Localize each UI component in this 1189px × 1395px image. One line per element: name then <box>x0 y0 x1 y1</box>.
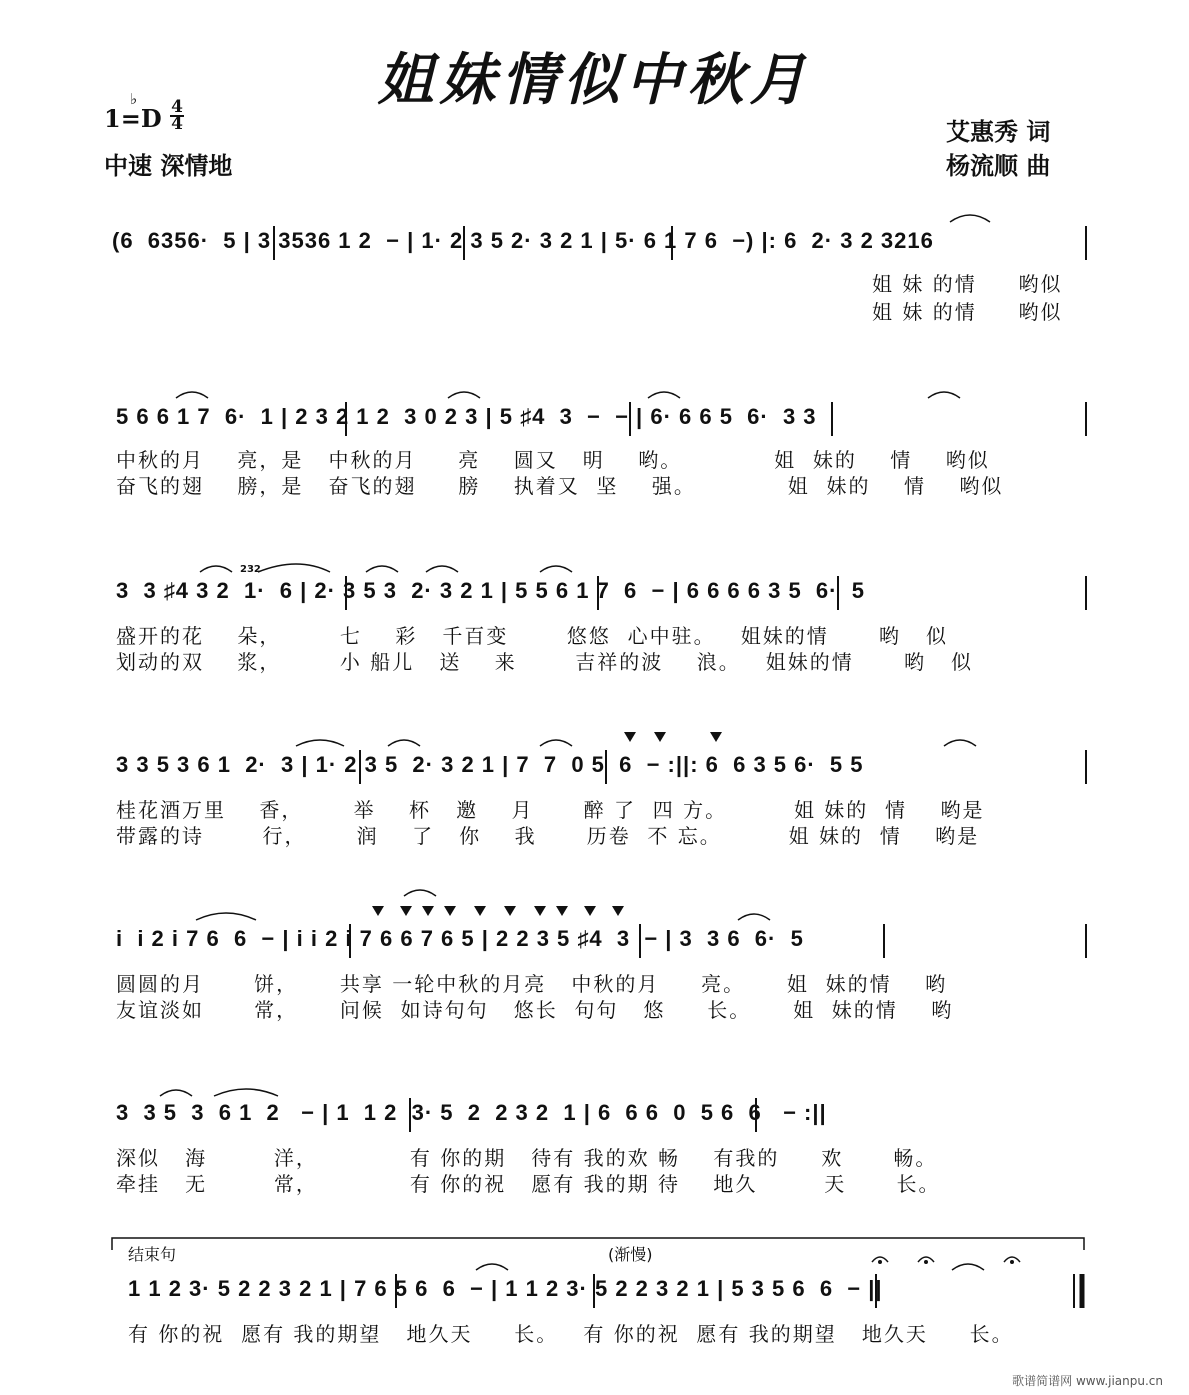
slurs <box>160 215 990 1270</box>
notes-line-4: 3 3 5 3 6 1 2· 3 | 1· 2 3 5 2· 3 2 1 | 7 7 0 5 6 − :||: 6 6 3 5 6· 5 5 <box>116 752 864 777</box>
accent-marks <box>372 732 722 916</box>
lyric-5-verse-1: 圆圆的月 饼， 共享 一轮中秋的月亮 中秋的月 亮。 姐 妹的情 哟 <box>116 972 948 996</box>
tempo-marking: 中速 深情地 <box>104 152 233 180</box>
lyricist-credit: 艾惠秀 词 <box>946 118 1051 146</box>
time-top: 4 <box>171 97 183 117</box>
lyric-5-verse-2: 友谊淡如 常， 问候 如诗句句 悠长 句句 悠 长。 姐 妹的情 哟 <box>116 998 954 1022</box>
lyric-4-verse-1: 桂花酒万里 香， 举 杯 邀 月 醉 了 四 方。 姐 妹的 情 哟是 <box>116 798 985 822</box>
fermata-dots <box>878 1260 1014 1264</box>
notes-line-2: 5 6 6 1 7 6· 1 | 2 3 2 1 2 3 0 2 3 | 5 ♯4 3 − − | 6· 6 6 5 6· 3 3 <box>116 404 817 429</box>
bar-lines <box>274 226 1086 1308</box>
notes-line-3: 3 3 ♯4 3 2 1· 6 | 2· 3 5 3 2· 3 2 1 | 5 5 6 1 7 6 − | 6 6 6 6 3 5 6· 5 <box>116 578 865 603</box>
ritardando-mark: (渐慢) <box>608 1245 653 1264</box>
ornament-tag: 232 <box>240 564 261 575</box>
notes-line-6: 3 3 5 3 6 1 2 − | 1 1 2 3· 5 2 2 3 2 1 | 6 6 6 0 5 6 6 − :|| <box>116 1100 827 1125</box>
notes-line-1: (6 6356· 5 | 3 3536 1 2 − | 1· 2 3 5 2· 3 2 1 | 5· 6 1 7 6 −) |: 6 2· 3 2 3216 <box>112 228 934 253</box>
lyric-2-verse-2: 奋飞的翅 膀，是 奋飞的翅 膀 执着又 坚 强。 姐 妹的 情 哟似 <box>116 474 1004 498</box>
lyric-7: 有 你的祝 愿有 我的期望 地久天 长。 有 你的祝 愿有 我的期望 地久天 长。 <box>128 1322 1014 1346</box>
lyric-6-verse-1: 深似 海 洋， 有 你的期 待有 我的欢 畅 有我的 欢 畅。 <box>116 1146 938 1170</box>
notes-line-5: i i 2 i 7 6 6 − | i i 2 i 7 6 6 7 6 5 | 2 2 3 5 ♯4 3 − | 3 3 6 6· 5 <box>116 926 804 951</box>
lyric-1-verse-2: 姐 妹 的情 哟似 <box>872 300 1063 324</box>
final-barline <box>1074 1274 1082 1308</box>
key-letter: D <box>140 104 162 133</box>
flat-sign: ♭ <box>130 90 138 108</box>
fermata-marks <box>872 1257 1020 1262</box>
lyric-6-verse-2: 牵挂 无 常， 有 你的祝 愿有 我的期 待 地久 天 长。 <box>116 1172 941 1196</box>
lyric-1-verse-1: 姐 妹 的情 哟似 <box>872 272 1063 296</box>
lyric-3-verse-2: 划动的双 浆， 小 船儿 送 来 吉祥的波 浪。 姐妹的情 哟 似 <box>116 650 974 674</box>
watermark: 歌谱简谱网 www.jianpu.cn <box>1012 1374 1163 1388</box>
score-title: 姐妹情似中秋月 <box>377 47 812 113</box>
notes-line-7: 1 1 2 3· 5 2 2 3 2 1 | 7 6 5 6 6 − | 1 1 2 3· 5 2 2 3 2 1 | 5 3 5 6 6 − || <box>128 1276 883 1301</box>
ending-bracket <box>112 1238 1084 1250</box>
time-bottom: 4 <box>171 114 183 134</box>
lyric-2-verse-1: 中秋的月 亮，是 中秋的月 亮 圆又 明 哟。 姐 妹的 情 哟似 <box>116 448 990 472</box>
lyric-4-verse-2: 带露的诗 行， 润 了 你 我 历卷 不 忘。 姐 妹的 情 哟是 <box>116 824 980 848</box>
lyric-3-verse-1: 盛开的花 朵， 七 彩 千百变 悠悠 心中驻。 姐妹的情 哟 似 <box>116 624 948 648</box>
key-prefix: 1= <box>104 104 141 133</box>
composer-credit: 杨流顺 曲 <box>946 152 1051 180</box>
ending-label: 结束句 <box>128 1245 177 1264</box>
